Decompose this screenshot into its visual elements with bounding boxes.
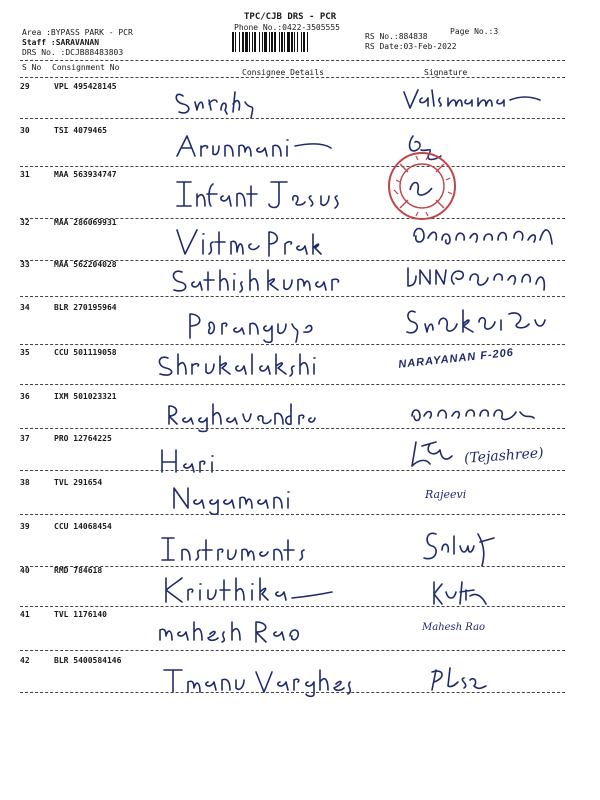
row-s-no: 29 (20, 82, 30, 91)
row-s-no: 31 (20, 170, 30, 179)
consignee-handwriting (158, 352, 338, 380)
divider (20, 514, 565, 515)
row-consignment-no: VPL 495428145 (54, 82, 117, 91)
signature (428, 664, 498, 694)
row-consignment-no: CCU 501119058 (54, 348, 117, 357)
signature-stamp-text: NARAYANAN F-206 (397, 346, 515, 371)
barcode-bar (287, 32, 290, 52)
barcode-bar (284, 32, 285, 52)
consignee-handwriting (165, 402, 315, 428)
row-consignment-no: BLR 5400584146 (54, 656, 122, 665)
phone-number: Phone No.:0422-3505555 (234, 23, 340, 32)
row-s-no: 35 (20, 348, 30, 357)
row-consignment-no: PRO 12764225 (54, 434, 112, 443)
rs-date: RS Date:03-Feb-2022 (365, 42, 457, 51)
row-s-no: 30 (20, 126, 30, 135)
consignee-handwriting (162, 574, 342, 606)
signature-handwritten-text: (Tejashree) (463, 445, 545, 467)
barcode-bar (239, 32, 240, 52)
signature (408, 436, 468, 472)
barcode-bar (254, 32, 256, 52)
row-consignment-no: TSI 4079465 (54, 126, 107, 135)
row-consignment-no: TVL 1176140 (54, 610, 107, 619)
row-s-no: 39 (20, 522, 30, 531)
barcode-bar (307, 32, 308, 52)
col-consignment-no: Consignment No (52, 63, 120, 72)
consignee-handwriting (186, 310, 336, 344)
divider (20, 384, 565, 385)
barcode (232, 32, 360, 52)
divider (20, 118, 565, 119)
drs-number: DRS No. :DCJB88483803 (22, 48, 124, 57)
row-s-no: 40 (20, 566, 30, 575)
barcode-bar (245, 32, 248, 52)
barcode-bar (232, 32, 234, 52)
row-consignment-no: CCU 14068454 (54, 522, 112, 531)
row-s-no: 36 (20, 392, 30, 401)
divider (20, 60, 565, 61)
row-consignment-no: IXM 501023321 (54, 392, 117, 401)
signature (422, 528, 502, 568)
signature-handwritten-text: Rajeevi (425, 488, 467, 501)
staff-label: Staff :SARAVANAN (22, 38, 100, 47)
barcode-bar (297, 32, 298, 52)
row-s-no: 38 (20, 478, 30, 487)
signature-handwritten-text: Mahesh Rao (422, 622, 486, 633)
page-number: Page No.:3 (450, 27, 499, 36)
barcode-bar (242, 32, 244, 52)
row-s-no: 34 (20, 303, 30, 312)
consignee-handwriting (175, 88, 285, 118)
signature (400, 88, 550, 110)
divider (20, 344, 565, 345)
barcode-bar (291, 32, 293, 52)
barcode-bar (249, 32, 250, 52)
barcode-bar (235, 32, 236, 52)
barcode-bar (281, 32, 283, 52)
barcode-bar (259, 32, 260, 52)
divider (20, 296, 565, 297)
rs-number: RS No.:884838 (365, 32, 428, 41)
col-consignee-details: Consignee Details (242, 68, 324, 77)
divider (20, 77, 565, 78)
consignee-handwriting (160, 534, 340, 564)
divider (20, 606, 565, 607)
row-consignment-no: MAA 562204028 (54, 260, 117, 269)
row-consignment-no: TVL 291654 (54, 478, 103, 487)
signature (408, 404, 548, 426)
barcode-bar (269, 32, 270, 52)
row-consignment-no: RMD 784618 (54, 566, 103, 575)
divider (20, 692, 565, 693)
report-title: TPC/CJB DRS - PCR (244, 12, 337, 22)
consignee-handwriting (172, 486, 302, 514)
row-s-no: 37 (20, 434, 30, 443)
barcode-bar (274, 32, 276, 52)
consignee-handwriting (175, 178, 355, 212)
barcode-bar (301, 32, 302, 52)
barcode-bar (271, 32, 273, 52)
area-label: Area :BYPASS PARK - PCR (22, 28, 133, 37)
consignee-handwriting (175, 228, 325, 258)
barcode-bar (279, 32, 280, 52)
row-s-no: 32 (20, 218, 30, 227)
barcode-bar (303, 32, 305, 52)
row-consignment-no: BLR 270195964 (54, 303, 117, 312)
barcode-bar (262, 32, 263, 52)
signature (405, 306, 555, 342)
barcode-bar (294, 32, 295, 52)
divider (20, 650, 565, 651)
signature (430, 578, 500, 608)
signature (404, 262, 554, 294)
row-consignment-no: MAA 563934747 (54, 170, 117, 179)
divider (20, 428, 565, 429)
signature (410, 222, 560, 252)
row-s-no: 41 (20, 610, 30, 619)
row-consignment-no: MAA 286069931 (54, 218, 117, 227)
row-s-no: 42 (20, 656, 30, 665)
divider (20, 470, 565, 471)
barcode-bar (264, 32, 267, 52)
barcode-bar (252, 32, 253, 52)
col-s-no: S No (22, 63, 42, 72)
row-s-no: 33 (20, 260, 30, 269)
consignee-handwriting (158, 618, 318, 646)
consignee-handwriting (172, 266, 362, 296)
courier-stamp (386, 150, 458, 222)
consignee-handwriting (175, 134, 335, 160)
divider (20, 166, 565, 167)
col-signature: Signature (424, 68, 468, 77)
